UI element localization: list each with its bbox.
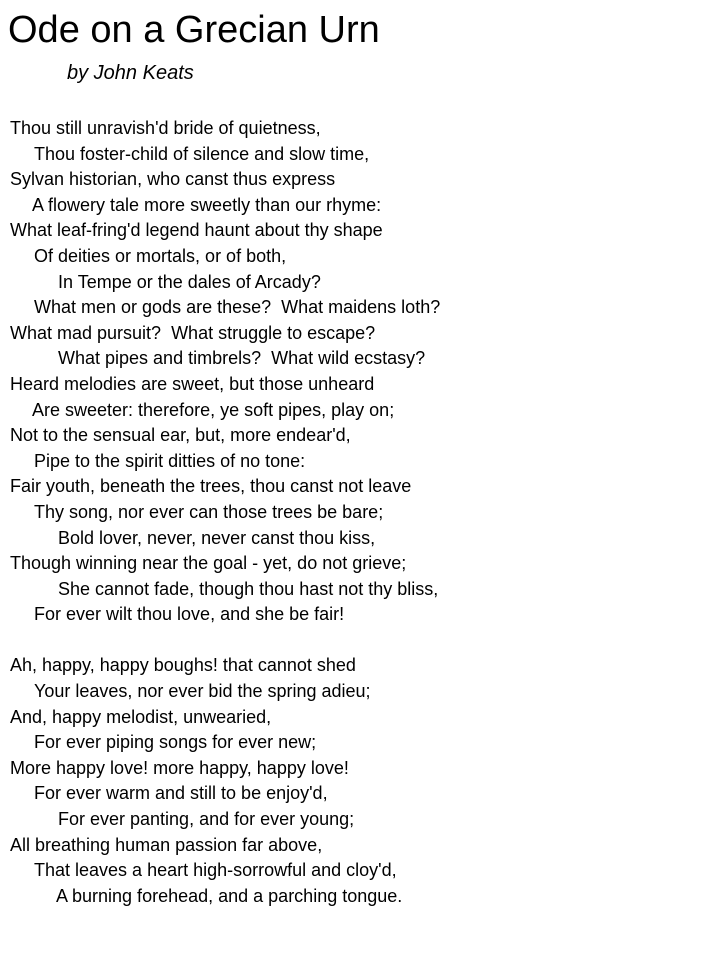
poem-title: Ode on a Grecian Urn [8,9,380,51]
poem-byline: by John Keats [67,62,194,84]
verse-line: A flowery tale more sweetly than our rhyme: [32,194,382,215]
verse-line: Pipe to the spirit ditties of no tone: [34,450,306,471]
verse-line: For ever piping songs for ever new; [34,732,317,753]
stanza-2 [10,653,710,909]
verse-line: In Tempe or the dales of Arcady? [58,271,321,292]
verse-line: Though winning near the goal - yet, do not grieve; [10,553,407,574]
verse-line: What leaf-fring'd legend haunt about thy shape [10,220,383,241]
verse-line: And, happy melodist, unwearied, [10,706,272,727]
verse-line: Thy song, nor ever can those trees be bare; [34,501,384,522]
verse-line: For ever warm and still to be enjoy'd, [34,783,328,804]
verse-line: What pipes and timbrels? What wild ecstasy? [58,348,426,369]
verse-line: More happy love! more happy, happy love! [10,757,349,778]
verse-line: What men or gods are these? What maidens loth? [34,297,441,318]
verse-line: She cannot fade, though thou hast not thy bliss, [58,578,439,599]
verse-line: Thou foster-child of silence and slow time, [34,143,370,164]
verse-line: Sylvan historian, who canst thus express [10,169,336,190]
verse-line: What mad pursuit? What struggle to escape? [10,322,376,343]
verse-line: Heard melodies are sweet, but those unheard [10,373,375,394]
verse-line: Your leaves, nor ever bid the spring adieu; [34,681,371,702]
verse-line: Fair youth, beneath the trees, thou canst not leave [10,476,412,497]
verse-line: Are sweeter: therefore, ye soft pipes, play on; [32,399,395,420]
verse-line: Of deities or mortals, or of both, [34,245,287,266]
verse-line: Thou still unravish'd bride of quietness, [10,118,321,138]
stanza-1 [10,116,710,628]
verse-line: All breathing human passion far above, [10,834,323,855]
poem-body [10,116,710,909]
verse-line: Not to the sensual ear, but, more endear'd, [10,425,351,446]
verse-line: A burning forehead, and a parching tongue. [56,885,403,906]
verse-line: Bold lover, never, never canst thou kiss, [58,527,376,548]
verse-line: Ah, happy, happy boughs! that cannot shed [10,655,356,676]
verse-line: For ever wilt thou love, and she be fair! [34,604,345,625]
verse-line: For ever panting, and for ever young; [58,809,355,830]
verse-line: That leaves a heart high-sorrowful and cloy'd, [34,860,397,881]
